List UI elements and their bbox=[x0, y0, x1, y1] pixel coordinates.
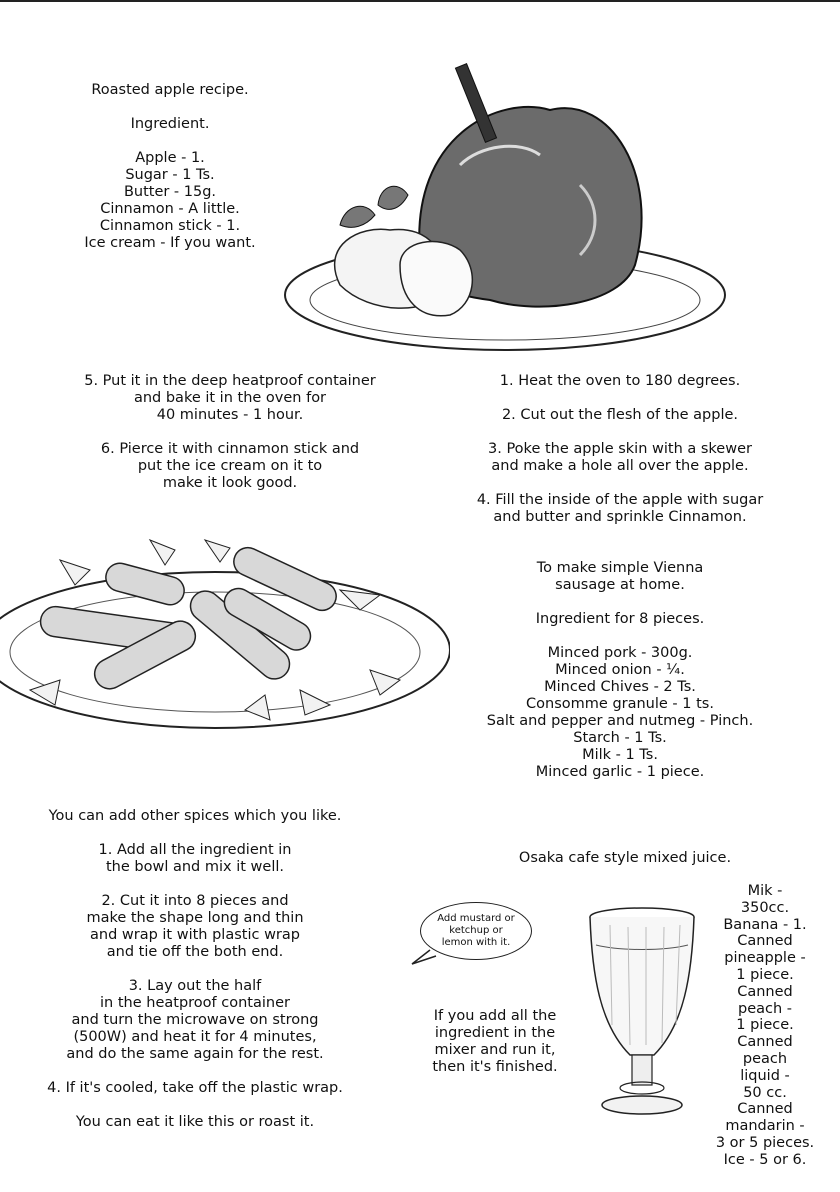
juice-ingredient-line: 3 or 5 pieces. bbox=[715, 1134, 815, 1151]
apple-step-line: and butter and sprinkle Cinnamon. bbox=[493, 509, 747, 525]
sausage-step-line: and wrap it with plastic wrap bbox=[90, 927, 300, 943]
apple-step-line: and make a hole all over the apple. bbox=[491, 458, 749, 474]
apple-step-line: 6. Pierce it with cinnamon stick and bbox=[100, 441, 360, 457]
apple-ingredient-heading: Ingredient. bbox=[130, 116, 210, 132]
apple-step-line: 2. Cut out the flesh of the apple. bbox=[501, 407, 739, 423]
juice-note-line: mixer and run it, bbox=[434, 1042, 556, 1058]
juice-ingredient-line: Canned bbox=[737, 1034, 793, 1051]
sausage-intro: You can add other spices which you like. bbox=[48, 808, 342, 824]
sausage-ingredient-heading: Ingredient for 8 pieces. bbox=[535, 611, 705, 627]
apple-steps-right bbox=[455, 373, 785, 526]
juice-ingredient-line: 1 piece. bbox=[736, 1017, 794, 1034]
apple-step-line: and bake it in the oven for bbox=[133, 390, 327, 406]
juice-note-block bbox=[415, 1008, 575, 1076]
sausage-ingredient-item: Starch - 1 Ts. bbox=[573, 730, 667, 746]
sausage-step-line: (500W) and heat it for 4 minutes, bbox=[73, 1029, 317, 1045]
juice-ingredient-line: pineapple - bbox=[724, 950, 806, 967]
sausage-step-line: in the heatproof container bbox=[100, 995, 290, 1011]
juice-note-line: If you add all the bbox=[433, 1008, 557, 1024]
juice-glass-illustration bbox=[580, 905, 705, 1120]
juice-ingredients-block bbox=[700, 883, 830, 1169]
juice-ingredient-line: mandarin - bbox=[725, 1118, 805, 1135]
apple-step-line: 1. Heat the oven to 180 degrees. bbox=[499, 373, 741, 389]
juice-ingredient-line: 1 piece. bbox=[736, 966, 794, 983]
apple-step-line: 40 minutes - 1 hour. bbox=[156, 407, 304, 423]
juice-ingredient-line: Canned bbox=[737, 1101, 793, 1118]
sausage-step-line: and tie off the both end. bbox=[106, 944, 284, 960]
sausage-step-line: 1. Add all the ingredient in bbox=[98, 842, 292, 858]
juice-ingredient-line: liquid - bbox=[740, 1067, 790, 1084]
apple-step-line: 3. Poke the apple skin with a skewer bbox=[488, 441, 752, 457]
sausage-steps-block bbox=[30, 808, 360, 1131]
apple-steps-left bbox=[70, 373, 390, 492]
roasted-apple-illustration bbox=[280, 55, 740, 355]
sausage-step-line: the bowl and mix it well. bbox=[106, 859, 284, 875]
apple-step-line: 5. Put it in the deep heatproof container bbox=[84, 373, 376, 389]
apple-ingredient-item: Butter - 15g. bbox=[123, 184, 217, 200]
sausage-ingredients-block bbox=[470, 560, 770, 781]
sausage-ingredient-item: Minced onion - ¼. bbox=[555, 662, 685, 678]
juice-note-line: ingredient in the bbox=[434, 1025, 556, 1041]
bubble-line: lemon with it. bbox=[441, 937, 511, 948]
apple-ingredient-item: Cinnamon stick - 1. bbox=[99, 218, 241, 234]
sausage-ingredient-item: Consomme granule - 1 ts. bbox=[526, 696, 714, 712]
apple-ingredients-block bbox=[60, 82, 280, 252]
apple-ingredient-item: Cinnamon - A little. bbox=[100, 201, 240, 217]
apple-recipe-title: Roasted apple recipe. bbox=[91, 82, 249, 98]
juice-ingredient-line: Banana - 1. bbox=[723, 916, 807, 933]
juice-ingredient-line: Canned bbox=[737, 983, 793, 1000]
sausage-plate-illustration bbox=[0, 530, 450, 730]
sausage-ingredient-item: Salt and pepper and nutmeg - Pinch. bbox=[486, 713, 754, 729]
sausage-ingredient-item: Milk - 1 Ts. bbox=[582, 747, 658, 763]
juice-recipe-title bbox=[490, 850, 760, 867]
juice-ingredient-line: peach - bbox=[737, 1000, 792, 1017]
sausage-step-line: 2. Cut it into 8 pieces and bbox=[101, 893, 289, 909]
juice-note-line: then it's finished. bbox=[432, 1059, 558, 1075]
sausage-step-line: You can eat it like this or roast it. bbox=[75, 1114, 315, 1130]
top-border bbox=[0, 0, 840, 2]
apple-step-line: put the ice cream on it to bbox=[137, 458, 323, 474]
sausage-recipe-title: sausage at home. bbox=[555, 577, 685, 593]
apple-ingredient-item: Apple - 1. bbox=[135, 150, 205, 166]
bubble-line: ketchup or bbox=[449, 925, 503, 936]
juice-ingredient-line: 50 cc. bbox=[743, 1084, 787, 1101]
juice-ingredient-line: 350cc. bbox=[740, 899, 790, 916]
juice-ingredient-line: Mik - bbox=[747, 883, 783, 899]
bubble-line: Add mustard or bbox=[437, 913, 515, 924]
sausage-step-line: and do the same again for the rest. bbox=[66, 1046, 324, 1062]
speech-bubble-tail bbox=[408, 948, 438, 968]
juice-ingredient-line: Canned bbox=[737, 933, 793, 950]
apple-step-line: make it look good. bbox=[162, 475, 298, 491]
sausage-ingredient-item: Minced Chives - 2 Ts. bbox=[544, 679, 696, 695]
apple-ingredient-item: Ice cream - If you want. bbox=[84, 235, 256, 251]
sausage-step-line: 4. If it's cooled, take off the plastic wrap. bbox=[47, 1080, 343, 1096]
sausage-ingredient-item: Minced pork - 300g. bbox=[547, 645, 693, 661]
juice-title-text: Osaka cafe style mixed juice. bbox=[518, 850, 732, 866]
sausage-ingredient-item: Minced garlic - 1 piece. bbox=[535, 764, 705, 780]
sausage-recipe-title: To make simple Vienna bbox=[536, 560, 704, 576]
sausage-step-line: and turn the microwave on strong bbox=[71, 1012, 319, 1028]
sausage-step-line: make the shape long and thin bbox=[86, 910, 304, 926]
apple-step-line: 4. Fill the inside of the apple with sugar bbox=[476, 492, 764, 508]
juice-ingredient-line: Ice - 5 or 6. bbox=[723, 1151, 807, 1168]
juice-ingredient-line: peach bbox=[742, 1050, 788, 1067]
apple-ingredient-item: Sugar - 1 Ts. bbox=[125, 167, 215, 183]
sausage-step-line: 3. Lay out the half bbox=[128, 978, 262, 994]
